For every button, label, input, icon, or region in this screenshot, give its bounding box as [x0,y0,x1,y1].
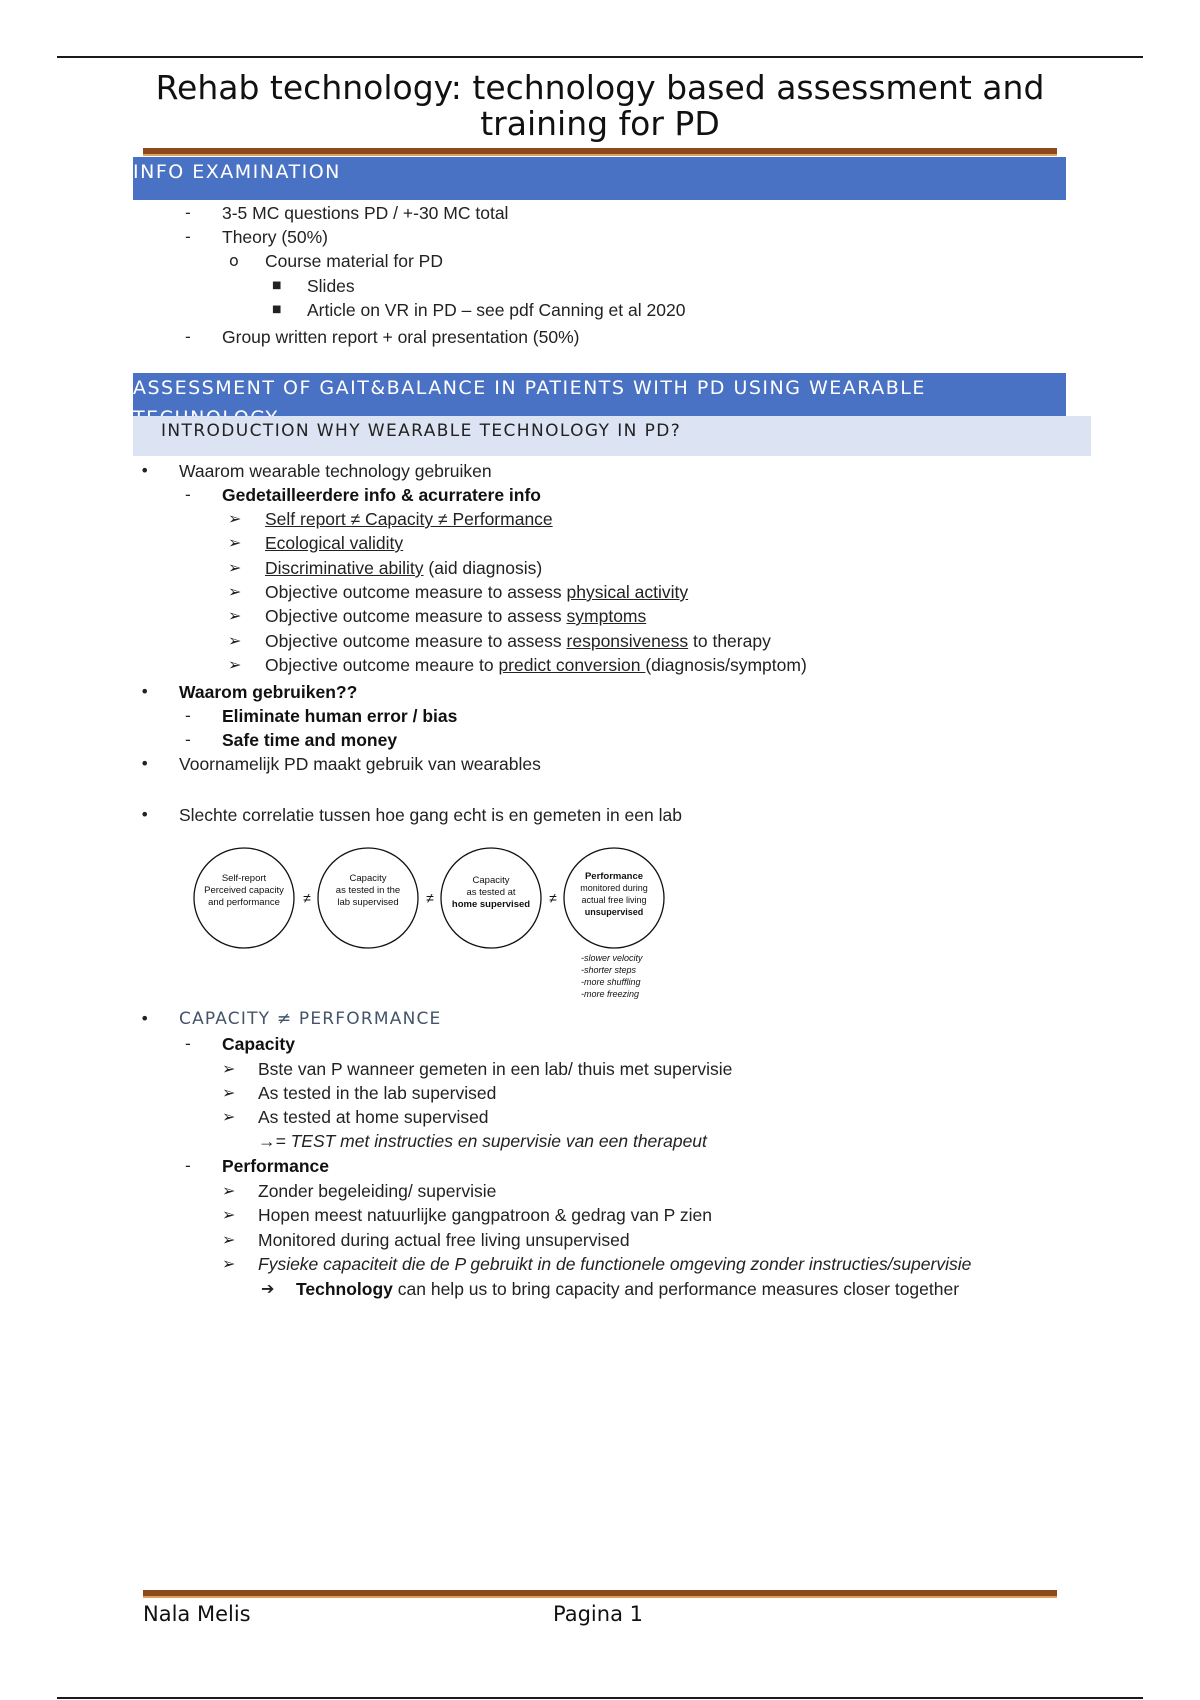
list-item: Technology can help us to bring capacity and performance measures closer together [296,1279,960,1299]
list-item: Discriminative ability (aid diagnosis) [265,558,543,578]
subsection-heading-introduction: INTRODUCTION WHY WEARABLE TECHNOLOGY IN PD? [133,416,1091,456]
arrow-bullet-icon: ➢ [222,1205,236,1224]
dash-bullet: - [185,1034,191,1053]
footer-author: Nala Melis [143,1602,251,1626]
diagram-label: Capacity [472,875,510,886]
arrow-bullet-icon: ➢ [228,558,242,577]
capacity-performance-heading: CAPACITY ≠ PERFORMANCE [179,1009,442,1029]
list-item: Hopen meest natuurlijke gangpatroon & gedrag van P zien [258,1205,713,1225]
diagram-label: Perceived capacity [204,885,284,896]
diagram-note: -more shuffling [581,977,641,987]
list-item: 3-5 MC questions PD / +-30 MC total [222,203,509,223]
round-bullet: • [140,682,150,701]
capacity-performance-diagram [190,845,670,1005]
list-item: Fysieke capaciteit die de P gebruikt in de functionele omgeving zonder instructies/supervisie [258,1254,972,1274]
arrow-bullet-icon: ➢ [222,1083,236,1102]
arrow-bullet-icon: ➢ [228,655,242,674]
dash-bullet: - [185,485,191,504]
list-item: Safe time and money [222,730,398,750]
page-title: Rehab technology: technology based assessment and training for PD [155,68,1045,143]
arrow-bullet-icon: ➢ [222,1181,236,1200]
diagram-label: unsupervised [584,907,644,917]
not-equal-icon: ≠ [426,890,434,906]
square-bullet: ■ [272,280,282,291]
diagram-label: and performance [208,897,280,908]
section-heading-info: INFO EXAMINATION [133,157,1066,200]
arrow-right-icon: ➔ [261,1279,275,1298]
round-bullet: • [140,805,150,824]
not-equal-icon: ≠ [549,890,557,906]
top-rule [57,56,1143,58]
footer-page-number: Pagina 1 [553,1602,643,1626]
list-item: As tested in the lab supervised [258,1083,497,1103]
list-item: Objective outcome measure to assess physical activity [265,582,689,602]
dash-bullet: - [185,203,191,222]
diagram-label: monitored during [580,883,648,893]
list-item: Gedetailleerdere info & acurratere info [222,485,541,505]
arrow-bullet-icon: ➢ [222,1230,236,1249]
round-bullet: • [140,1009,150,1028]
arrow-bullet-icon: ➢ [228,509,242,528]
arrow-bullet-icon: ➢ [228,533,242,552]
list-item: Eliminate human error / bias [222,706,458,726]
arrow-bullet-icon: ➢ [222,1059,236,1078]
list-item: →= TEST met instructies en supervisie van een therapeut [258,1131,707,1151]
diagram-label: lab supervised [337,897,399,908]
list-item: Slides [307,276,355,296]
list-item: As tested at home supervised [258,1107,489,1127]
list-item: Waarom gebruiken?? [179,682,358,702]
diagram-label: Self-report [221,873,267,884]
list-item: Self report ≠ Capacity ≠ Performance [265,509,553,529]
bottom-rule [57,1697,1143,1699]
diagram-label: Capacity [349,873,387,884]
list-item: Monitored during actual free living unsupervised [258,1230,630,1250]
list-item: Performance [222,1156,329,1176]
diagram-circle [441,848,541,948]
dash-bullet: - [185,730,191,749]
diagram-label: Performance [584,871,644,882]
list-item: Slechte correlatie tussen hoe gang echt is en gemeten in een lab [179,805,682,825]
list-item: Capacity [222,1034,295,1054]
round-bullet: • [140,461,150,480]
list-item: Group written report + oral presentation (50%) [222,327,580,347]
list-item: Ecological validity [265,533,404,553]
diagram-label: as tested in the [335,885,401,896]
list-item: Theory (50%) [222,227,329,247]
footer-rule [143,1590,1057,1598]
diagram-note: -slower velocity [581,953,643,963]
title-underline [143,148,1057,156]
list-item: Objective outcome meaure to predict conversion (diagnosis/symptom) [265,655,807,675]
dash-bullet: - [185,1156,191,1175]
arrow-bullet-icon: ➢ [228,606,242,625]
arrow-bullet-icon: ➢ [222,1254,236,1273]
list-item: Article on VR in PD – see pdf Canning et al 2020 [307,300,686,320]
dash-bullet: - [185,327,191,346]
diagram-label: home supervised [451,899,531,910]
not-equal-icon: ≠ [303,890,311,906]
section-heading-assessment: ASSESSMENT OF GAIT&BALANCE IN PATIENTS WITH PD USING WEARABLE [133,373,1066,416]
diagram-note: -shorter steps [581,965,637,975]
list-item: Bste van P wanneer gemeten in een lab/ thuis met supervisie [258,1059,733,1079]
list-item: Waarom wearable technology gebruiken [179,461,492,481]
circle-bullet: o [229,251,239,270]
arrow-bullet-icon: ➢ [228,582,242,601]
list-item: Course material for PD [265,251,443,271]
square-bullet: ■ [272,304,282,315]
diagram-note: -more freezing [581,989,640,999]
diagram-svg [190,845,670,1005]
list-item: Voornamelijk PD maakt gebruik van wearables [179,754,541,774]
arrow-bullet-icon: ➢ [228,631,242,650]
round-bullet: • [140,754,150,773]
diagram-label: as tested at [466,887,516,898]
dash-bullet: - [185,706,191,725]
list-item: Objective outcome measure to assess symptoms [265,606,647,626]
dash-bullet: - [185,227,191,246]
list-item: Objective outcome measure to assess responsiveness to therapy [265,631,771,651]
arrow-bullet-icon: ➢ [222,1107,236,1126]
diagram-label: actual free living [581,895,647,905]
list-item: Zonder begeleiding/ supervisie [258,1181,497,1201]
